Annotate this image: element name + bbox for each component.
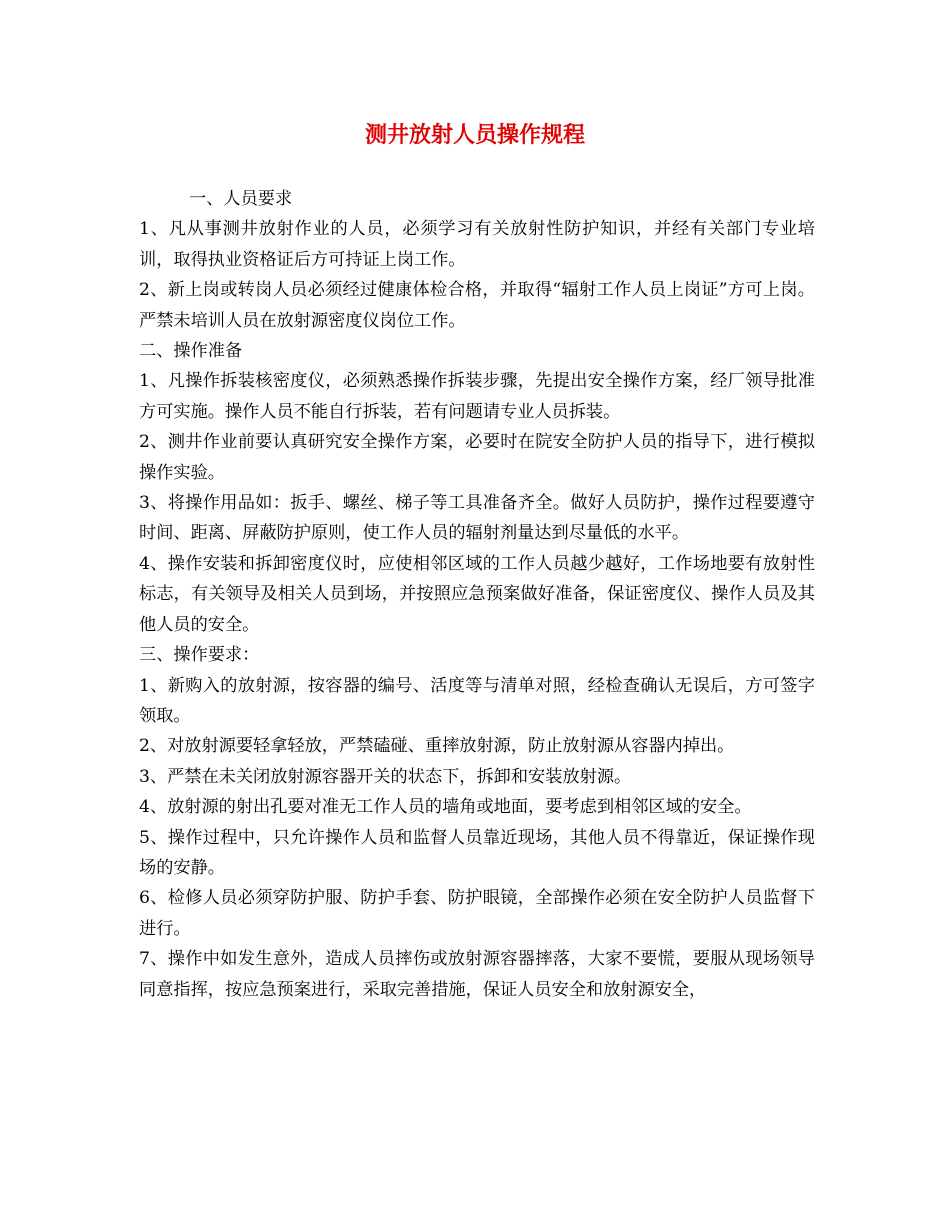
section-heading-operation: 三、操作要求： bbox=[139, 645, 260, 666]
paragraph: 2、新上岗或转岗人员必须经过健康体检合格，并取得“辐射工作人员上岗证”方可上岗。严禁未培训人员在放射源密度仪岗位工作。 bbox=[139, 280, 815, 331]
paragraph: 4、放射源的射出孔要对准无工作人员的墙角或地面，要考虑到相邻区域的安全。 bbox=[139, 797, 752, 818]
paragraph: 1、凡从事测井放射作业的人员，必须学习有关放射性防护知识，并经有关部门专业培训，取得执业资格证后方可持证上岗工作。 bbox=[139, 219, 815, 270]
document-body bbox=[139, 184, 815, 1005]
section-heading-preparation: 二、操作准备 bbox=[139, 341, 243, 362]
paragraph: 1、凡操作拆装核密度仪，必须熟悉操作拆装步骤，先提出安全操作方案，经厂领导批准方可实施。操作人员不能自行拆装，若有问题请专业人员拆装。 bbox=[139, 371, 815, 422]
paragraph: 4、操作安装和拆卸密度仪时，应使相邻区域的工作人员越少越好，工作场地要有放射性标志，有关领导及相关人员到场，并按照应急预案做好准备，保证密度仪、操作人员及其他人员的安全。 bbox=[139, 553, 815, 635]
document-title: 测井放射人员操作规程 bbox=[364, 122, 585, 148]
section-heading-personnel: 一、人员要求 bbox=[189, 189, 293, 209]
paragraph: 6、检修人员必须穿防护服、防护手套、防护眼镜，全部操作必须在安全防护人员监督下进行。 bbox=[139, 888, 815, 939]
paragraph: 3、将操作用品如：扳手、螺丝、梯子等工具准备齐全。做好人员防护，操作过程要遵守时间、距离、屏蔽防护原则，使工作人员的辐射剂量达到尽量低的水平。 bbox=[139, 493, 815, 544]
paragraph: 5、操作过程中，只允许操作人员和监督人员靠近现场，其他人员不得靠近，保证操作现场的安静。 bbox=[139, 827, 815, 878]
paragraph: 3、严禁在未关闭放射源容器开关的状态下，拆卸和安装放射源。 bbox=[139, 766, 632, 787]
paragraph: 2、测井作业前要认真研究安全操作方案，必要时在院安全防护人员的指导下，进行模拟操作实验。 bbox=[139, 432, 815, 483]
paragraph: 2、对放射源要轻拿轻放，严禁磕碰、重摔放射源，防止放射源从容器内掉出。 bbox=[139, 736, 735, 757]
paragraph: 1、新购入的放射源，按容器的编号、活度等与清单对照，经检查确认无误后，方可签字领取。 bbox=[139, 675, 815, 726]
paragraph: 7、操作中如发生意外，造成人员摔伤或放射源容器摔落，大家不要慌，要服从现场领导同意指挥，按应急预案进行，采取完善措施，保证人员安全和放射源安全， bbox=[139, 949, 815, 1000]
